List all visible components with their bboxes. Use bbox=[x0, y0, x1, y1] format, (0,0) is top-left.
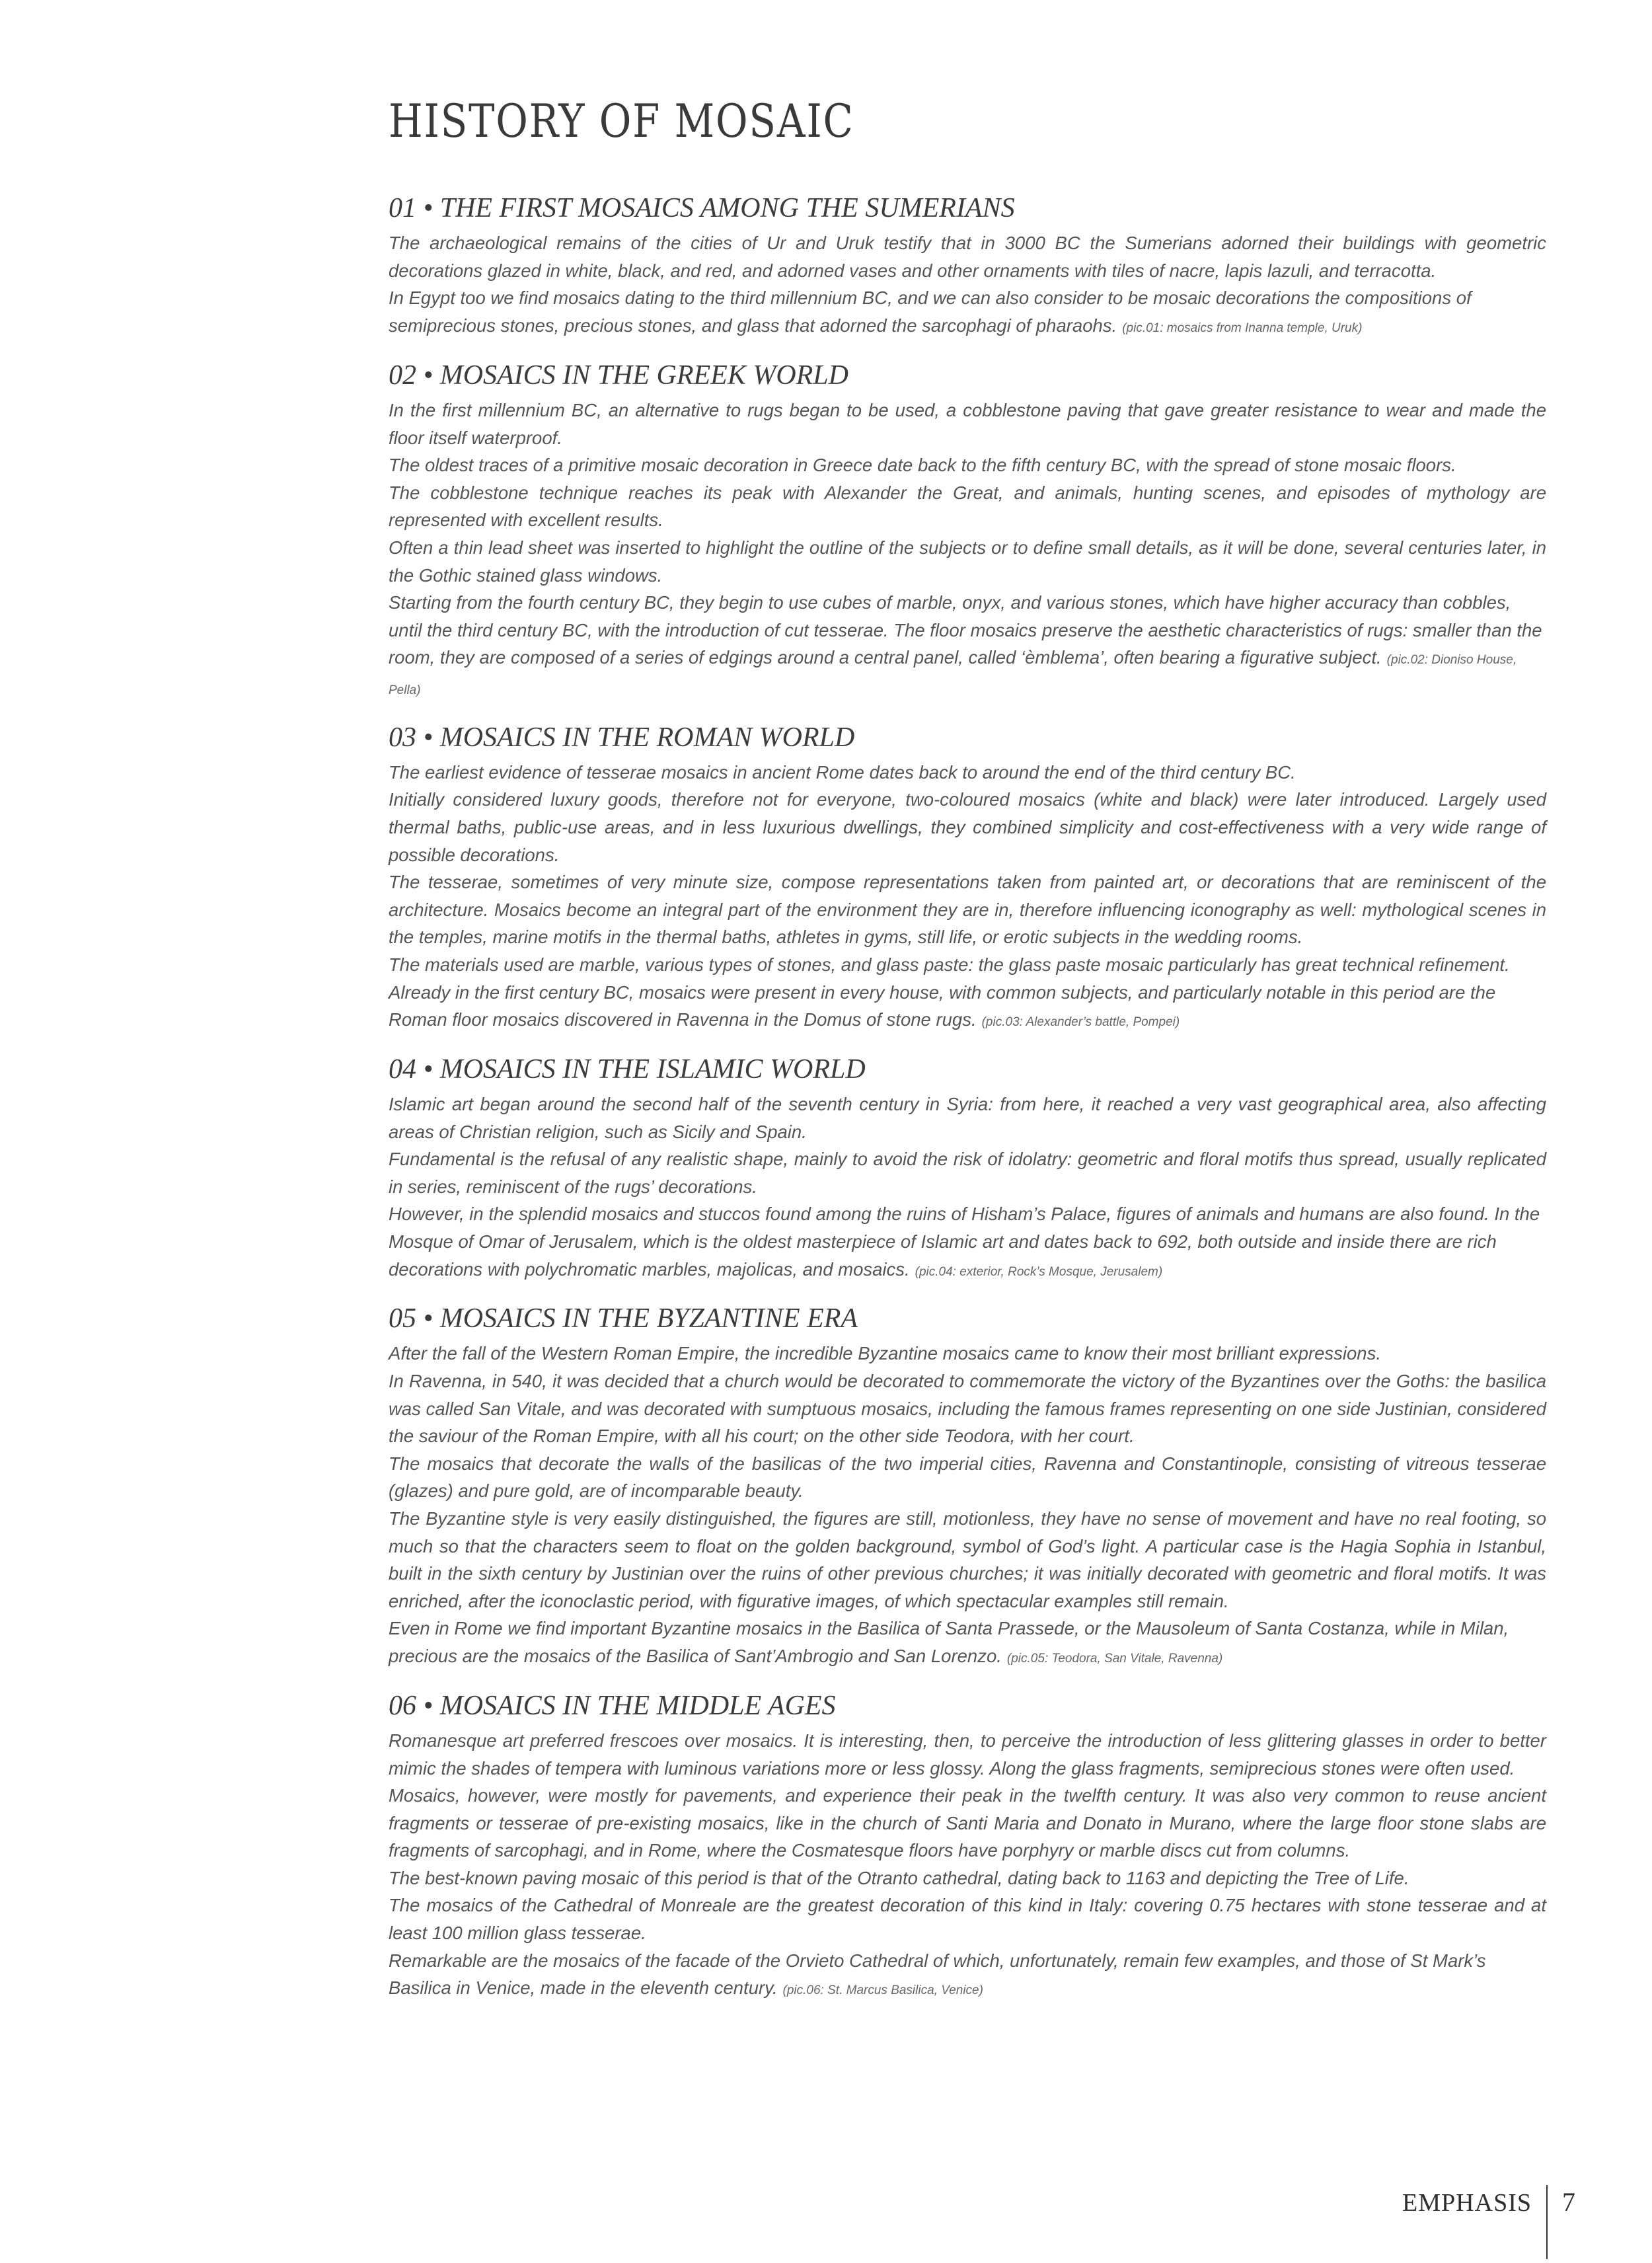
section-heading: 05 • MOSAICS IN THE BYZANTINE ERA bbox=[389, 1303, 858, 1334]
section-middle-ages bbox=[389, 1690, 1546, 2005]
paragraph: Mosaics, however, were mostly for pavements, and experience their peak in the twelfth century. It was also very common to reuse ancient fragments or tesserae of pre-existing mosaics, like in the church of Santi Maria and Donato in Murano, where the large floor stone slabs are fragments of sarcophagi, and in Rome, where the Cosmatesque floors have porphyry or marble discs cut from columns. bbox=[389, 1785, 1546, 1861]
paragraph bbox=[389, 284, 1546, 342]
section-islamic-world bbox=[389, 1054, 1546, 1285]
paragraph: Initially considered luxury goods, therefore not for everyone, two-coloured mosaics (white and black) were later introduced. Largely used thermal baths, public-use areas, and in less luxurious dwellings, they combined simplicity and cost-effectiveness with a very wide range of possible decorations. bbox=[389, 789, 1546, 865]
paragraph: The best-known paving mosaic of this period is that of the Otranto cathedral, dating back to 1163 and depicting the Tree of Life. bbox=[389, 1867, 1409, 1888]
picture-caption: (pic.06: St. Marcus Basilica, Venice) bbox=[782, 1983, 983, 1998]
paragraph: The cobblestone technique reaches its peak with Alexander the Great, and animals, hunting scenes, and episodes of mythology are represented with excellent results. bbox=[389, 482, 1546, 531]
paragraph bbox=[389, 951, 1546, 1036]
paragraph: Fundamental is the refusal of any realistic shape, mainly to avoid the risk of idolatry: geometric and floral motifs thus spread, usually replicated in series, reminiscent of the rugs’ decorations. bbox=[389, 1149, 1546, 1197]
paragraph: The mosaics of the Cathedral of Monreale are the greatest decoration of this kind in Italy: covering 0.75 hectares with stone tesserae and at least 100 million glass tesserae. bbox=[389, 1895, 1546, 1944]
paragraph: Islamic art began around the second half of the seventh century in Syria: from here, it reached a very vast geographical area, also affecting areas of Christian religion, such as Sicily and Spain. bbox=[389, 1094, 1546, 1142]
paragraph bbox=[389, 1615, 1546, 1672]
paragraph: Often a thin lead sheet was inserted to highlight the outline of the subjects or to define small details, as it will be done, several centuries later, in the Gothic stained glass windows. bbox=[389, 537, 1546, 586]
section-heading: 01 • THE FIRST MOSAICS AMONG THE SUMERIANS bbox=[389, 193, 1015, 223]
paragraph bbox=[389, 589, 1546, 704]
paragraph: In the first millennium BC, an alternative to rugs began to be used, a cobblestone paving that gave greater resistance to wear and made the floor itself waterproof. bbox=[389, 399, 1546, 448]
paragraph-text: However, in the splendid mosaics and stuccos found among the ruins of Hisham’s Palace, figures of animals and humans are also found. In the Mosque of Omar of Jerusalem, which is the oldest masterpiece of Islamic art and dates back to 692, both outside and inside there are rich decorations with polychromatic marbles, majolicas, and mosaics. bbox=[389, 1204, 1540, 1280]
paragraph: The archaeological remains of the cities of Ur and Uruk testify that in 3000 BC the Sumerians adorned their buildings with geometric decorations glazed in white, black, and red, and adorned vases and other ornaments with tiles of nacre, lapis lazuli, and terracotta. bbox=[389, 233, 1546, 281]
paragraph: The oldest traces of a primitive mosaic decoration in Greece date back to the fifth century BC, with the spread of stone mosaic floors. bbox=[389, 455, 1456, 476]
paragraph: In Ravenna, in 540, it was decided that a church would be decorated to commemorate the victory of the Byzantines over the Goths: the basilica was called San Vitale, and was decorated with sumptuous mosaics, including the famous frames representing on one side Justinian, considered the saviour of the Roman Empire, with all his court; on the other side Teodora, with her court. bbox=[389, 1371, 1546, 1447]
picture-caption: (pic.02: Dioniso House, Pella) bbox=[389, 653, 1517, 697]
paragraph: Romanesque art preferred frescoes over mosaics. It is interesting, then, to perceive the introduction of less glittering glasses in order to better mimic the shades of tempera with luminous variations more or less glossy. Along the glass fragments, semiprecious stones were often used. bbox=[389, 1730, 1546, 1779]
section-sumerians bbox=[389, 192, 1546, 342]
paragraph-text: Even in Rome we find important Byzantine mosaics in the Basilica of Santa Prassede, or the Mausoleum of Santa Costanza, while in Milan, precious are the mosaics of the Basilica of Sant’Ambrogio and San Lorenzo. bbox=[389, 1618, 1509, 1667]
section-greek-world bbox=[389, 360, 1546, 705]
paragraph-text: Remarkable are the mosaics of the facade of the Orvieto Cathedral of which, unfortunately, remain few examples, and those of St Mark’s Basilica in Venice, made in the eleventh century. bbox=[389, 1950, 1486, 1999]
paragraph: The mosaics that decorate the walls of the basilicas of the two imperial cities, Ravenna and Constantinople, consisting of vitreous tesserae (glazes) and pure gold, are of incomparable beauty. bbox=[389, 1453, 1546, 1502]
picture-caption: (pic.05: Teodora, San Vitale, Ravenna) bbox=[1006, 1652, 1223, 1666]
paragraph: The Byzantine style is very easily distinguished, the figures are still, motionless, they have no sense of movement and have no real footing, so much so that the characters seem to float on the golden background, symbol of God’s light. A particular case is the Hagia Sophia in Istanbul, built in the sixth century by Justinian over the ruins of other previous churches; it was initially decorated with geometric and floral motifs. It was enriched, after the iconoclastic period, with figurative images, of which spectacular examples still remain. bbox=[389, 1508, 1546, 1611]
page-title: HISTORY OF MOSAIC bbox=[389, 95, 854, 148]
paragraph-text: Starting from the fourth century BC, they begin to use cubes of marble, onyx, and various stones, which have higher accuracy than cobbles, until the third century BC, with the introduction of cut tesserae. The floor mosaics preserve the aesthetic characteristics of rugs: smaller than the room, they are composed of a series of edgings around a central panel, called ‘èmblema’, often bearing a figurative subject. bbox=[389, 592, 1542, 668]
page-content bbox=[389, 95, 1546, 2005]
page-footer bbox=[1402, 2185, 1575, 2259]
section-heading: 04 • MOSAICS IN THE ISLAMIC WORLD bbox=[389, 1054, 866, 1085]
section-roman-world bbox=[389, 722, 1546, 1036]
paragraph: The tesserae, sometimes of very minute size, compose representations taken from painted art, or decorations that are reminiscent of the architecture. Mosaics become an integral part of the environment they are in, therefore influencing iconography as well: mythological scenes in the temples, marine motifs in the thermal baths, athletes in gyms, still life, or erotic subjects in the wedding rooms. bbox=[389, 872, 1546, 948]
paragraph bbox=[389, 1200, 1546, 1285]
brand-name: EMPHASIS bbox=[1402, 2189, 1532, 2217]
section-heading: 02 • MOSAICS IN THE GREEK WORLD bbox=[389, 360, 848, 391]
page-number: 7 bbox=[1562, 2187, 1575, 2217]
picture-caption: (pic.04: exterior, Rock’s Mosque, Jerusalem) bbox=[915, 1264, 1163, 1279]
section-heading: 06 • MOSAICS IN THE MIDDLE AGES bbox=[389, 1690, 836, 1721]
paragraph bbox=[389, 1947, 1546, 2005]
section-heading: 03 • MOSAICS IN THE ROMAN WORLD bbox=[389, 722, 855, 753]
paragraph: After the fall of the Western Roman Empire, the incredible Byzantine mosaics came to know their most brilliant expressions. bbox=[389, 1343, 1381, 1364]
paragraph: The earliest evidence of tesserae mosaics in ancient Rome dates back to around the end of the third century BC. bbox=[389, 761, 1296, 783]
paragraph-text: In Egypt too we find mosaics dating to the third millennium BC, and we can also consider to be mosaic decorations the compositions of semiprecious stones, precious stones, and glass that adorned the sarcophagi of pharaohs. bbox=[389, 288, 1472, 336]
picture-caption: (pic.03: Alexander’s battle, Pompei) bbox=[981, 1015, 1180, 1030]
paragraph-text: The materials used are marble, various types of stones, and glass paste: the glass paste mosaic particularly has great technical refinement. Already in the first century BC, mosaics were present in every house, with common subjects, and particularly notable in this period are the Roman floor mosaics discovered in Ravenna in the Domus of stone rugs. bbox=[389, 954, 1510, 1030]
picture-caption: (pic.01: mosaics from Inanna temple, Uruk) bbox=[1122, 321, 1363, 336]
section-byzantine-era bbox=[389, 1303, 1546, 1672]
